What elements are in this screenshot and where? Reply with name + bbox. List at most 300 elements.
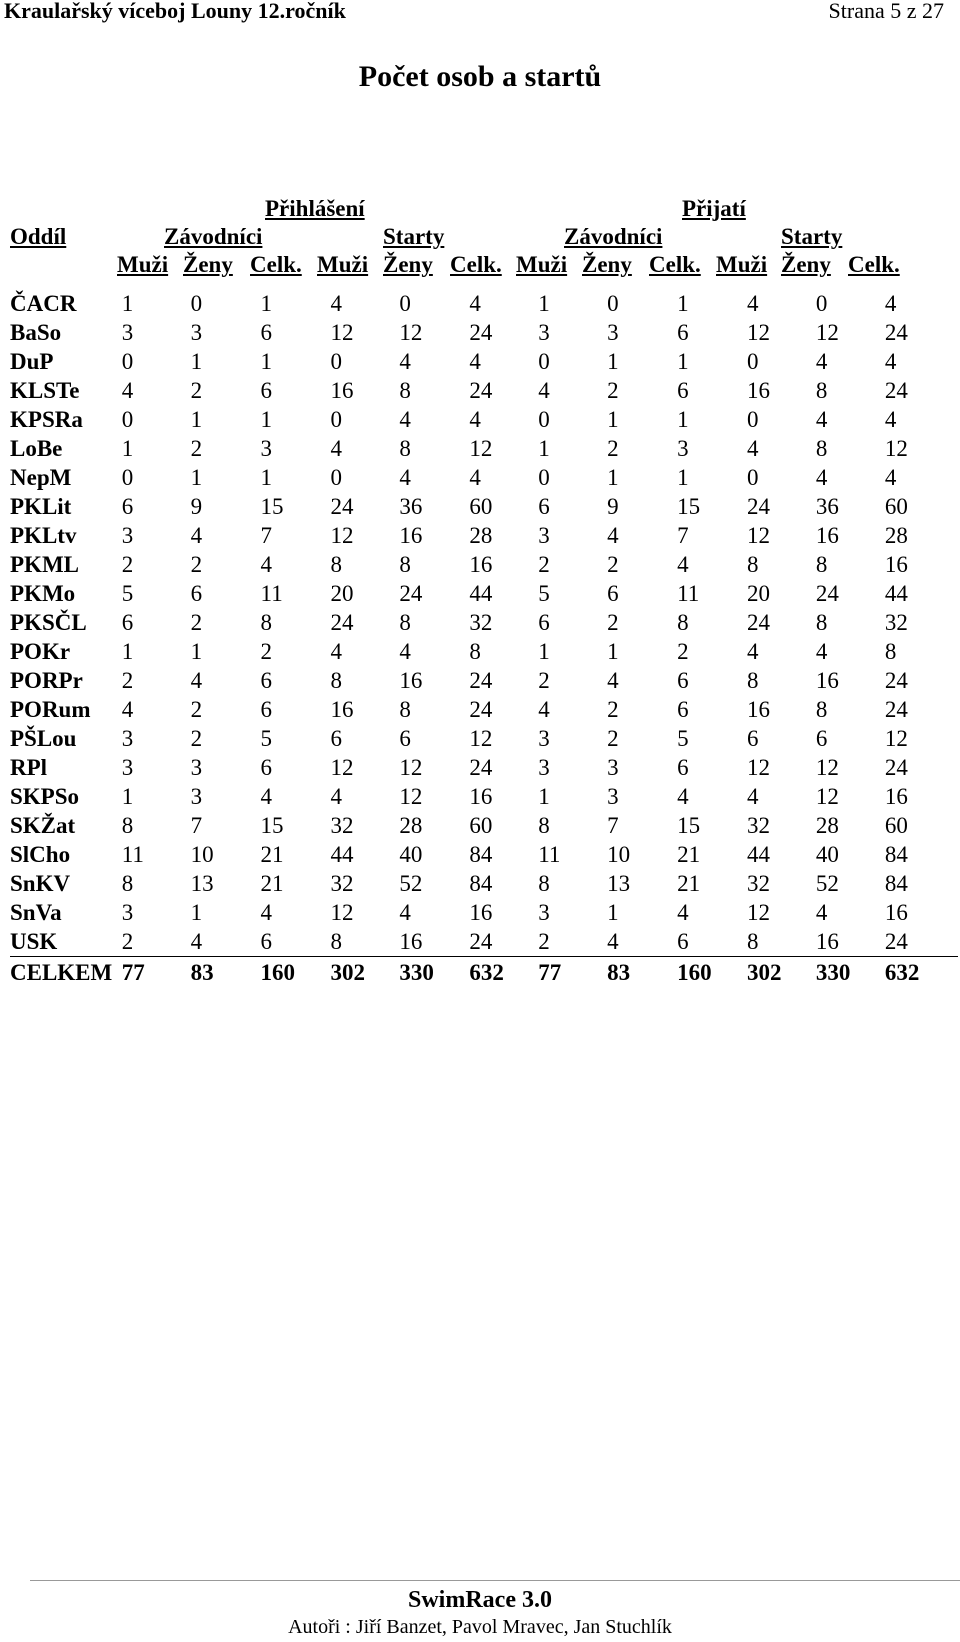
col-header: Celk. — [450, 252, 502, 277]
table-cell: 2 — [607, 378, 619, 403]
table-cell: 60 — [884, 813, 908, 838]
club-name: RPl — [10, 755, 48, 780]
table-cell: 40 — [399, 842, 423, 867]
table-cell: 4 — [330, 784, 342, 809]
table-cell: 21 — [260, 842, 284, 867]
table-cell: 24 — [884, 320, 908, 345]
table-cell: 24 — [330, 610, 354, 635]
col-header: Ženy — [183, 252, 233, 277]
table-cell: 6 — [677, 320, 689, 345]
table-cell: 0 — [399, 291, 411, 316]
table-cell: 1 — [538, 639, 550, 664]
table-cell: 1 — [677, 291, 689, 316]
table-cell: 302 — [330, 957, 399, 990]
table-cell: 1 — [260, 291, 273, 316]
table-cell: 1 — [190, 639, 203, 664]
table-cell: 21 — [677, 871, 701, 896]
competitors-accepted-header: Závodníci — [564, 224, 663, 249]
table-cell: 1 — [538, 291, 550, 316]
table-cell: 77 — [538, 957, 607, 990]
table-cell: 36 — [815, 494, 839, 519]
table-cell: 36 — [399, 494, 423, 519]
table-cell: 3 — [538, 900, 550, 925]
footer-software: SwimRace 3.0 — [408, 1587, 552, 1613]
table-cell: 24 — [884, 697, 908, 722]
total-label: CELKEM — [10, 957, 122, 990]
table-cell: 15 — [677, 813, 701, 838]
table-cell: 11 — [121, 842, 144, 867]
table-cell: 4 — [884, 291, 897, 316]
table-cell: 21 — [677, 842, 701, 867]
table-cell: 4 — [815, 639, 828, 664]
table-cell: 24 — [469, 697, 493, 722]
table-cell: 60 — [884, 494, 908, 519]
table-cell: 1 — [607, 407, 619, 432]
table-cell: 8 — [469, 639, 481, 664]
table-row — [10, 927, 958, 957]
table-cell: 2 — [538, 668, 550, 693]
table-cell: 1 — [538, 436, 550, 461]
table-cell: 12 — [815, 784, 839, 809]
table-cell: 28 — [815, 813, 839, 838]
table-cell: 16 — [330, 697, 354, 722]
table-row — [10, 492, 958, 521]
table-cell: 8 — [260, 610, 273, 635]
table-cell: 8 — [121, 813, 134, 838]
table-row — [10, 724, 958, 753]
club-name: SlCho — [10, 842, 71, 867]
table-cell: 16 — [815, 929, 839, 954]
table-cell: 12 — [330, 320, 354, 345]
table-cell: 24 — [884, 929, 908, 954]
table-cell: 1 — [260, 465, 273, 490]
table-cell: 2 — [607, 726, 619, 751]
club-name: USK — [10, 929, 58, 954]
table-cell: 0 — [121, 407, 134, 432]
table-cell: 20 — [747, 581, 771, 606]
table-cell: 8 — [330, 929, 342, 954]
table-cell: 12 — [747, 523, 771, 548]
table-cell: 4 — [677, 900, 689, 925]
table-row — [10, 898, 958, 927]
table-cell: 0 — [747, 465, 759, 490]
table-cell: 44 — [469, 581, 493, 606]
table-cell: 4 — [884, 349, 897, 374]
table-cell: 8 — [815, 436, 828, 461]
table-cell: 3 — [190, 755, 203, 780]
table-cell: 12 — [815, 320, 839, 345]
table-cell: 5 — [260, 726, 273, 751]
table-cell: 6 — [260, 320, 273, 345]
table-cell: 4 — [815, 900, 828, 925]
table-cell: 1 — [260, 349, 273, 374]
table-cell: 84 — [469, 842, 493, 867]
table-cell: 6 — [330, 726, 342, 751]
footer-divider — [30, 1580, 960, 1581]
table-cell: 24 — [469, 378, 493, 403]
page-number: Strana 5 z 27 — [828, 0, 944, 23]
table-cell: 0 — [538, 407, 550, 432]
table-cell: 2 — [190, 726, 203, 751]
table-cell: 6 — [815, 726, 828, 751]
col-header: Celk. — [848, 252, 900, 277]
table-cell: 15 — [677, 494, 701, 519]
table-row — [10, 434, 958, 463]
table-cell: 4 — [538, 378, 550, 403]
table-row — [10, 811, 958, 840]
table-cell: 2 — [677, 639, 689, 664]
table-cell: 6 — [121, 610, 134, 635]
table-cell: 3 — [121, 755, 134, 780]
club-column-header: Oddíl — [10, 224, 67, 249]
table-cell: 8 — [747, 929, 759, 954]
table-cell: 8 — [884, 639, 897, 664]
table-cell: 8 — [399, 610, 411, 635]
table-cell: 2 — [538, 552, 550, 577]
table-cell: 9 — [190, 494, 203, 519]
table-cell: 0 — [190, 291, 203, 316]
table-cell: 16 — [884, 900, 908, 925]
table-cell: 32 — [330, 871, 354, 896]
club-name: ČACR — [10, 291, 77, 316]
col-header: Celk. — [649, 252, 701, 277]
club-name: DuP — [10, 349, 54, 374]
table-cell: 2 — [190, 610, 203, 635]
table-cell: 6 — [190, 581, 203, 606]
club-name: PKLtv — [10, 523, 77, 548]
table-cell: 4 — [260, 784, 273, 809]
table-cell: 0 — [330, 465, 342, 490]
starts-accepted-header: Starty — [781, 224, 843, 249]
table-cell: 12 — [330, 523, 354, 548]
page-title: Počet osob a startů — [358, 60, 602, 93]
table-cell: 160 — [261, 957, 331, 990]
table-cell: 0 — [538, 349, 550, 374]
table-cell: 15 — [260, 494, 284, 519]
table-cell: 24 — [469, 668, 493, 693]
table-cell: 3 — [190, 320, 203, 345]
table-cell: 52 — [815, 871, 839, 896]
table-cell: 2 — [121, 668, 134, 693]
table-cell: 2 — [538, 929, 550, 954]
col-header: Muži — [716, 252, 768, 277]
col-header: Ženy — [582, 252, 632, 277]
table-cell: 8 — [747, 668, 759, 693]
table-row — [10, 318, 958, 347]
table-cell: 6 — [399, 726, 411, 751]
table-cell: 4 — [260, 552, 273, 577]
table-cell: 16 — [399, 929, 423, 954]
table-cell: 8 — [747, 552, 759, 577]
table-cell: 28 — [884, 523, 908, 548]
table-cell: 12 — [747, 900, 771, 925]
starts-registered-header: Starty — [383, 224, 445, 249]
table-cell: 24 — [469, 755, 493, 780]
table-cell: 60 — [469, 494, 493, 519]
club-name: LoBe — [10, 436, 63, 461]
table-cell: 2 — [607, 610, 619, 635]
table-cell: 1 — [121, 784, 134, 809]
table-cell: 7 — [677, 523, 689, 548]
table-cell: 0 — [121, 349, 134, 374]
table-cell: 84 — [469, 871, 493, 896]
table-cell: 3 — [538, 755, 550, 780]
table-cell: 12 — [884, 726, 908, 751]
table-cell: 83 — [607, 957, 677, 990]
table-cell: 4 — [815, 349, 828, 374]
table-cell: 6 — [747, 726, 759, 751]
table-cell: 8 — [538, 871, 550, 896]
table-cell: 6 — [677, 697, 689, 722]
table-cell: 6 — [538, 494, 550, 519]
table-cell: 4 — [884, 407, 897, 432]
table-cell: 8 — [815, 697, 828, 722]
table-cell: 16 — [747, 378, 771, 403]
table-row — [10, 376, 958, 405]
table-cell: 0 — [330, 349, 342, 374]
table-cell: 10 — [607, 842, 631, 867]
club-name: PŠLou — [10, 726, 77, 751]
table-cell: 1 — [190, 407, 203, 432]
table-cell: 4 — [469, 349, 481, 374]
table-cell: 83 — [191, 957, 261, 990]
club-name: SKŽat — [10, 813, 76, 838]
table-cell: 6 — [538, 610, 550, 635]
col-header: Celk. — [250, 252, 302, 277]
table-row — [10, 637, 958, 666]
table-cell: 6 — [607, 581, 619, 606]
table-cell: 4 — [190, 668, 203, 693]
club-name: PKSČL — [10, 610, 87, 635]
table-cell: 3 — [538, 523, 550, 548]
club-name: SnKV — [10, 871, 71, 896]
group-header-registered: Přihlášení — [265, 196, 365, 221]
table-cell: 44 — [747, 842, 771, 867]
table-row — [10, 289, 958, 318]
table-cell: 8 — [677, 610, 689, 635]
table-cell: 11 — [677, 581, 700, 606]
table-cell: 6 — [121, 494, 134, 519]
table-cell: 24 — [884, 378, 908, 403]
table-cell: 5 — [677, 726, 689, 751]
group-header-accepted: Přijatí — [682, 196, 746, 221]
table-row — [10, 405, 958, 434]
table-cell: 12 — [399, 784, 423, 809]
club-name: SKPSo — [10, 784, 80, 809]
col-header: Muži — [516, 252, 568, 277]
table-cell: 28 — [469, 523, 493, 548]
table-cell: 4 — [747, 436, 759, 461]
table-cell: 4 — [607, 523, 619, 548]
club-name: NepM — [10, 465, 72, 490]
table-cell: 5 — [538, 581, 550, 606]
starts-table — [10, 289, 958, 989]
table-cell: 302 — [747, 957, 816, 990]
table-cell: 3 — [607, 320, 619, 345]
table-cell: 2 — [607, 436, 619, 461]
table-row — [10, 695, 958, 724]
table-cell: 3 — [538, 726, 550, 751]
table-cell: 21 — [260, 871, 284, 896]
table-cell: 8 — [121, 871, 134, 896]
table-cell: 84 — [884, 842, 908, 867]
table-cell: 12 — [469, 726, 493, 751]
table-cell: 13 — [607, 871, 631, 896]
table-cell: 0 — [607, 291, 619, 316]
table-cell: 8 — [399, 436, 411, 461]
table-cell: 7 — [260, 523, 273, 548]
table-cell: 11 — [538, 842, 561, 867]
table-cell: 44 — [884, 581, 908, 606]
table-cell: 20 — [330, 581, 354, 606]
table-cell: 24 — [884, 668, 908, 693]
table-row — [10, 347, 958, 376]
table-cell: 2 — [260, 639, 273, 664]
competitors-registered-header: Závodníci — [164, 224, 263, 249]
table-cell: 4 — [747, 784, 759, 809]
table-cell: 15 — [260, 813, 284, 838]
table-row — [10, 840, 958, 869]
table-cell: 12 — [399, 320, 423, 345]
footer-authors: Autoři : Jiří Banzet, Pavol Mravec, Jan Stuchlík — [288, 1616, 672, 1638]
table-cell: 0 — [747, 407, 759, 432]
table-cell: 3 — [607, 784, 619, 809]
table-row — [10, 666, 958, 695]
table-cell: 11 — [260, 581, 283, 606]
table-cell: 12 — [815, 755, 839, 780]
table-cell: 1 — [190, 349, 203, 374]
table-cell: 1 — [607, 900, 619, 925]
total-row — [10, 957, 958, 990]
table-cell: 24 — [469, 320, 493, 345]
table-cell: 4 — [399, 639, 411, 664]
table-row — [10, 463, 958, 492]
table-cell: 4 — [538, 697, 550, 722]
table-cell: 8 — [399, 378, 411, 403]
col-header: Ženy — [383, 252, 433, 277]
table-cell: 10 — [190, 842, 214, 867]
table-cell: 24 — [469, 929, 493, 954]
table-cell: 8 — [815, 610, 828, 635]
table-cell: 9 — [607, 494, 619, 519]
table-cell: 1 — [121, 639, 134, 664]
table-cell: 6 — [260, 755, 273, 780]
table-cell: 4 — [607, 929, 619, 954]
table-cell: 6 — [677, 378, 689, 403]
table-cell: 24 — [884, 755, 908, 780]
table-cell: 2 — [121, 929, 134, 954]
table-cell: 4 — [399, 407, 411, 432]
table-cell: 6 — [677, 668, 689, 693]
table-cell: 16 — [469, 784, 493, 809]
table-cell: 16 — [884, 784, 908, 809]
table-cell: 8 — [399, 697, 411, 722]
table-cell: 32 — [884, 610, 908, 635]
table-cell: 330 — [399, 957, 469, 990]
table-cell: 4 — [399, 349, 411, 374]
table-cell: 2 — [121, 552, 134, 577]
table-cell: 1 — [607, 465, 619, 490]
table-row — [10, 579, 958, 608]
table-row — [10, 550, 958, 579]
table-cell: 1 — [260, 407, 273, 432]
club-name: BaSo — [10, 320, 62, 345]
table-cell: 40 — [815, 842, 839, 867]
table-cell: 160 — [677, 957, 747, 990]
table-cell: 4 — [469, 407, 481, 432]
table-cell: 24 — [815, 581, 839, 606]
table-cell: 32 — [747, 871, 771, 896]
table-row — [10, 869, 958, 898]
table-cell: 16 — [399, 523, 423, 548]
table-cell: 6 — [677, 755, 689, 780]
table-cell: 0 — [747, 349, 759, 374]
table-cell: 6 — [260, 929, 273, 954]
club-name: PORum — [10, 697, 91, 722]
table-cell: 3 — [190, 784, 203, 809]
table-cell: 12 — [747, 320, 771, 345]
table-cell: 1 — [190, 900, 203, 925]
table-cell: 8 — [815, 552, 828, 577]
table-cell: 4 — [330, 291, 342, 316]
table-cell: 4 — [747, 639, 759, 664]
table-cell: 3 — [121, 900, 134, 925]
table-cell: 6 — [677, 929, 689, 954]
table-row — [10, 608, 958, 637]
table-cell: 32 — [747, 813, 771, 838]
table-cell: 24 — [330, 494, 354, 519]
table-cell: 1 — [121, 436, 134, 461]
club-name: PORPr — [10, 668, 83, 693]
table-cell: 1 — [121, 291, 134, 316]
table-cell: 6 — [260, 378, 273, 403]
club-name: PKML — [10, 552, 79, 577]
table-cell: 16 — [399, 668, 423, 693]
table-cell: 4 — [747, 291, 759, 316]
club-name: PKLit — [10, 494, 72, 519]
table-cell: 2 — [190, 378, 203, 403]
table-cell: 4 — [190, 523, 203, 548]
table-cell: 5 — [121, 581, 134, 606]
table-cell: 4 — [121, 378, 134, 403]
table-cell: 32 — [330, 813, 354, 838]
table-cell: 3 — [538, 320, 550, 345]
table-cell: 4 — [677, 784, 689, 809]
col-header: Ženy — [781, 252, 831, 277]
table-cell: 1 — [538, 784, 550, 809]
table-cell: 0 — [330, 407, 342, 432]
table-cell: 8 — [399, 552, 411, 577]
club-name: KPSRa — [10, 407, 83, 432]
table-cell: 2 — [607, 552, 619, 577]
table-cell: 24 — [747, 494, 771, 519]
table-cell: 4 — [815, 407, 828, 432]
table-cell: 0 — [538, 465, 550, 490]
table-cell: 7 — [190, 813, 203, 838]
table-cell: 7 — [607, 813, 619, 838]
table-cell: 8 — [815, 378, 828, 403]
club-name: SnVa — [10, 900, 62, 925]
table-row — [10, 753, 958, 782]
table-cell: 16 — [330, 378, 354, 403]
table-cell: 4 — [399, 900, 411, 925]
table-cell: 16 — [884, 552, 908, 577]
table-cell: 16 — [815, 668, 839, 693]
table-cell: 4 — [330, 436, 342, 461]
table-cell: 1 — [190, 465, 203, 490]
table-cell: 632 — [885, 957, 958, 990]
table-cell: 16 — [469, 552, 493, 577]
